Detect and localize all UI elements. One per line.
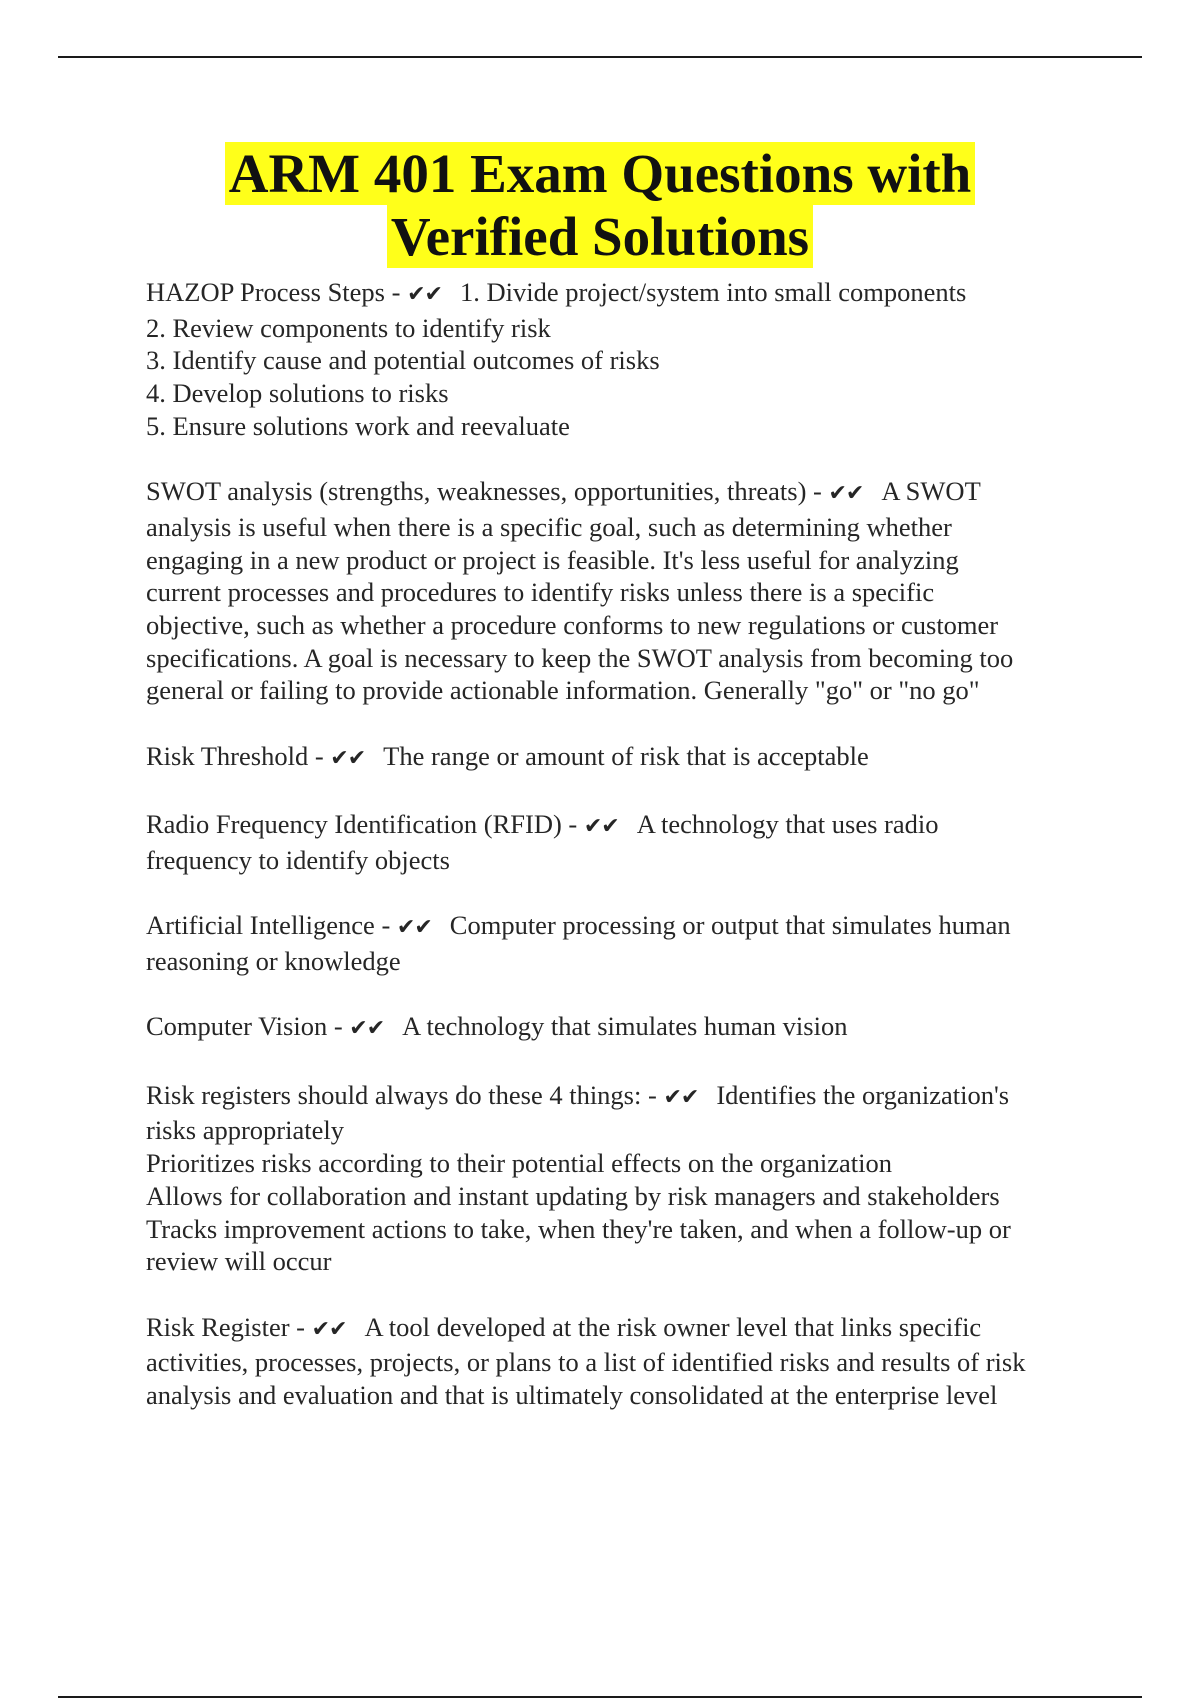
qa-item xyxy=(146,909,1106,977)
qa-item xyxy=(146,740,1106,776)
qa-answer-line: A technology that simulates human vision xyxy=(402,1011,848,1042)
qa-dash: - xyxy=(327,1011,350,1042)
qa-answer-line: objective, such as whether a procedure conforms to new regulations or customer xyxy=(146,610,999,641)
check-mark-icon: ✔✔ xyxy=(311,1316,347,1342)
check-mark-icon: ✔✔ xyxy=(407,282,442,307)
qa-answer-line: 5. Ensure solutions work and reevaluate xyxy=(146,410,570,441)
bottom-rule xyxy=(58,1696,1142,1698)
qa-item xyxy=(146,475,1106,707)
qa-answer-line: analysis is useful when there is a specific goal, such as determining whether xyxy=(146,511,952,542)
qa-answer-line: Prioritizes risks according to their potential effects on the organization xyxy=(146,1148,892,1179)
qa-answer-line: 2. Review components to identify risk xyxy=(146,312,551,343)
qa-dash: - xyxy=(806,476,829,507)
qa-answer-line: A technology that uses radio xyxy=(636,809,939,840)
qa-answer-line: engaging in a new product or project is feasible. It's less useful for analyzing xyxy=(146,544,959,575)
qa-answer-line: analysis and evaluation and that is ultimately consolidated at the enterprise level xyxy=(146,1380,998,1411)
qa-first-line xyxy=(146,1010,1106,1046)
qa-item xyxy=(146,808,1106,876)
qa-term: SWOT analysis (strengths, weaknesses, opportunities, threats) xyxy=(146,476,807,507)
check-mark-icon: ✔✔ xyxy=(663,1084,699,1110)
qa-answer-line: A SWOT xyxy=(881,476,981,507)
qa-term: Risk Threshold xyxy=(146,740,309,771)
qa-term: Artificial Intelligence xyxy=(146,910,375,941)
qa-first-line xyxy=(146,909,1106,945)
qa-item xyxy=(146,276,1106,443)
qa-first-line xyxy=(146,1079,1106,1115)
check-mark-icon: ✔✔ xyxy=(583,814,619,840)
qa-dash: - xyxy=(561,809,584,840)
qa-first-line xyxy=(146,475,1106,511)
qa-first-line xyxy=(146,740,1106,776)
qa-answer-line: 4. Develop solutions to risks xyxy=(146,378,449,409)
qa-dash: - xyxy=(289,1311,312,1342)
top-rule xyxy=(58,56,1142,58)
qa-answer-line: Identifies the organization's xyxy=(716,1079,1010,1110)
qa-dash: - xyxy=(385,277,408,307)
qa-answer-line: risks appropriately xyxy=(146,1115,344,1146)
qa-term: Risk Register xyxy=(146,1311,290,1342)
check-mark-icon: ✔✔ xyxy=(396,915,432,941)
qa-answer-line: The range or amount of risk that is acceptable xyxy=(383,740,869,771)
qa-answer-line: current processes and procedures to identify risks unless there is a specific xyxy=(146,577,935,608)
qa-item xyxy=(146,1079,1106,1278)
qa-first-line xyxy=(146,808,1106,844)
qa-dash: - xyxy=(308,740,331,771)
qa-list xyxy=(146,276,1106,1444)
qa-answer-line: frequency to identify objects xyxy=(146,844,450,875)
qa-first-line xyxy=(146,1311,1106,1347)
qa-item xyxy=(146,1311,1106,1412)
qa-term: HAZOP Process Steps xyxy=(146,277,385,307)
qa-term: Risk registers should always do these 4 things: xyxy=(146,1079,642,1110)
qa-dash: - xyxy=(641,1079,664,1110)
title-line-2: Verified Solutions xyxy=(387,205,813,268)
qa-term: Computer Vision xyxy=(146,1011,328,1042)
document-title xyxy=(0,142,1200,268)
qa-answer-line: Tracks improvement actions to take, when they're taken, and when a follow-up or xyxy=(146,1213,1011,1244)
qa-answer-line: activities, processes, projects, or plans to a list of identified risks and results of risk xyxy=(146,1347,1026,1378)
check-mark-icon: ✔✔ xyxy=(828,481,864,507)
qa-answer-line: Allows for collaboration and instant updating by risk managers and stakeholders xyxy=(146,1180,1000,1211)
check-mark-icon: ✔✔ xyxy=(330,745,366,771)
qa-answer-line: specifications. A goal is necessary to keep the SWOT analysis from becoming too xyxy=(146,642,1014,673)
qa-first-line xyxy=(146,276,1106,312)
qa-term: Radio Frequency Identification (RFID) xyxy=(146,809,562,840)
qa-answer-line: 3. Identify cause and potential outcomes of risks xyxy=(146,345,660,376)
qa-answer-line: Computer processing or output that simulates human xyxy=(449,910,1011,941)
qa-answer-line: general or failing to provide actionable information. Generally "go" or "no go" xyxy=(146,675,980,706)
qa-answer-line: review will occur xyxy=(146,1246,332,1277)
qa-item xyxy=(146,1010,1106,1046)
qa-dash: - xyxy=(374,910,397,941)
check-mark-icon: ✔✔ xyxy=(349,1016,385,1042)
qa-answer-line: A tool developed at the risk owner level that links specific xyxy=(364,1311,982,1342)
title-line-1: ARM 401 Exam Questions with xyxy=(225,142,976,205)
qa-answer-line: reasoning or knowledge xyxy=(146,946,401,976)
qa-answer-line: 1. Divide project/system into small components xyxy=(459,277,967,307)
